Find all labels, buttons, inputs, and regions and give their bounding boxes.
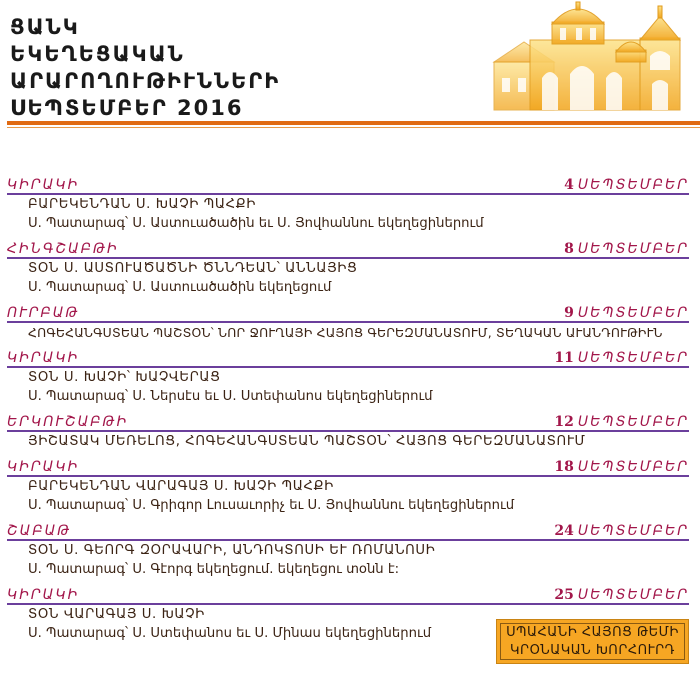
event-date-month: ՍԵՊՏԵՄԲԵՐ: [577, 350, 689, 366]
event-detail: Ս. Պատարագ՝ Ս. Գէորգ եկեղեցում. եկեղեցու տօնն է:: [28, 562, 400, 577]
event-date-month: ՍԵՊՏԵՄԲԵՐ: [577, 523, 689, 539]
header: [0, 0, 700, 130]
event-date-month: ՍԵՊՏԵՄԲԵՐ: [577, 241, 689, 257]
event-list: [7, 173, 689, 647]
event-date-month: ՍԵՊՏԵՄԲԵՐ: [577, 587, 689, 603]
title-line: ԱՐԱՐՈՂՈՒԹԻՒՆՆԵՐԻ: [10, 69, 281, 93]
event-entry: [7, 519, 689, 579]
badge-line: ՍՊԱՀԱՆԻ ՀԱՅՈՑ ԹԵՄԻ: [506, 625, 679, 640]
event-day: ԿԻՐԱԿԻ: [7, 459, 80, 475]
event-detail: Ս. Պատարագ՝ Ս. Աստուածածին եւ Ս. Յովհաննու եկեղեցիներում: [28, 216, 484, 231]
event-date-number: 8: [564, 241, 574, 257]
event-date-month: ՍԵՊՏԵՄԲԵՐ: [577, 305, 689, 321]
event-title: ՏՕՆ Ս. ԽԱՉԻ՝ ԽԱՉՎԵՐԱՑ: [28, 370, 221, 385]
event-day: ԿԻՐԱԿԻ: [7, 177, 80, 193]
event-day: ՀԻՆԳՇԱԲԹԻ: [7, 241, 119, 257]
event-date: [554, 459, 689, 475]
event-entry: [7, 410, 689, 451]
event-date-number: 11: [554, 350, 574, 366]
event-detail: Ս. Պատարագ՝ Ս. Աստուածածին եկեղեցում: [28, 280, 332, 295]
event-header: [7, 410, 689, 432]
church-illustration: [490, 0, 700, 118]
event-header: [7, 301, 689, 323]
event-title: ՏՕՆ Ս. ԳԵՈՐԳ ԶՕՐԱՎԱՐԻ, ԱՆԴՈԿՏՈՍԻ ԵՒ ՌՈՄԱՆՈՍԻ: [28, 543, 436, 558]
event-header: [7, 583, 689, 605]
event-day: ՇԱԲԱԹ: [7, 523, 72, 539]
event-entry: [7, 173, 689, 233]
event-entry: [7, 455, 689, 515]
event-title: ՀՈԳԵՀԱՆԳՍՏԵԱՆ ՊԱՇՏՕՆ՝ ՆՈՐ ՋՈՒՂԱՅԻ ՀԱՅՈՑ ԳԵՐԵԶՄԱՆԱՏՈՒՄ, ՏԵՂԱԿԱՆ ԱՒԱՆԴՈՒԹԻՒՆ: [28, 325, 663, 340]
event-date-number: 9: [564, 305, 574, 321]
event-entry: [7, 301, 689, 342]
event-date: [564, 305, 689, 321]
event-date-number: 4: [564, 177, 574, 193]
event-date-month: ՍԵՊՏԵՄԲԵՐ: [577, 414, 689, 430]
event-date: [554, 523, 689, 539]
event-day: ԿԻՐԱԿԻ: [7, 587, 80, 603]
council-badge: [496, 619, 689, 664]
badge-line: ԿՐՕՆԱԿԱՆ ԽՈՐՀՈՒՐԴ: [510, 643, 675, 658]
event-date: [554, 414, 689, 430]
event-title: ՏՕՆ Ս. ԱՍՏՈՒԱԾԱԾՆԻ ԾՆՆԴԵԱՆ՝ ԱՆՆԱՅԻՑ: [28, 261, 358, 276]
title-line: ՑԱՆԿ: [10, 15, 80, 39]
event-title: ՅԻՇԱՏԱԿ ՄԵՌԵԼՈՑ, ՀՈԳԵՀԱՆԳՍՏԵԱՆ ՊԱՇՏՕՆ՝ ՀԱՅՈՑ ԳԵՐԵԶՄԱՆԱՏՈՒՄ: [28, 434, 586, 449]
event-entry: [7, 346, 689, 406]
event-header: [7, 173, 689, 195]
event-date: [564, 241, 689, 257]
event-detail: Ս. Պատարագ՝ Ս. Ստեփանոս եւ Ս. Մինաս եկեղեցիներում: [28, 626, 432, 641]
title-line: ԵԿԵՂԵՑԱԿԱՆ: [10, 42, 185, 66]
event-date-month: ՍԵՊՏԵՄԲԵՐ: [577, 177, 689, 193]
event-detail: Ս. Պատարագ՝ Ս. Գրիգոր Լուսաւորիչ եւ Ս. Յովհաննու եկեղեցիներում: [28, 498, 515, 513]
header-rule: [7, 121, 700, 125]
header-rule-thin: [7, 127, 700, 128]
event-entry: [7, 237, 689, 297]
page-title: [10, 14, 280, 122]
event-header: [7, 346, 689, 368]
event-title: ԲԱՐԵԿԵՆԴԱՆ Ս. ԽԱՉԻ ՊԱՀՔԻ: [28, 197, 256, 212]
event-detail: Ս. Պատարագ՝ Ս. Ներսէս եւ Ս. Ստեփանոս եկեղեցիներում: [28, 389, 433, 404]
event-day: ԵՐԿՈՒՇԱԲԹԻ: [7, 414, 129, 430]
event-date: [554, 350, 689, 366]
event-header: [7, 237, 689, 259]
event-header: [7, 455, 689, 477]
event-date-month: ՍԵՊՏԵՄԲԵՐ: [577, 459, 689, 475]
event-date-number: 18: [554, 459, 574, 475]
event-title: ՏՕՆ ՎԱՐԱԳԱՅ Ս. ԽԱՉԻ: [28, 607, 205, 622]
event-header: [7, 519, 689, 541]
event-date-number: 24: [554, 523, 574, 539]
event-day: ՈՒՐԲԱԹ: [7, 305, 80, 321]
event-date-number: 25: [554, 587, 574, 603]
event-date: [554, 587, 689, 603]
event-day: ԿԻՐԱԿԻ: [7, 350, 80, 366]
event-date: [564, 177, 689, 193]
event-title: ԲԱՐԵԿԵՆԴԱՆ ՎԱՐԱԳԱՅ Ս. ԽԱՉԻ ՊԱՀՔԻ: [28, 479, 334, 494]
title-line: ՍԵՊՏԵՄԲԵՐ 2016: [10, 96, 244, 120]
event-date-number: 12: [554, 414, 574, 430]
